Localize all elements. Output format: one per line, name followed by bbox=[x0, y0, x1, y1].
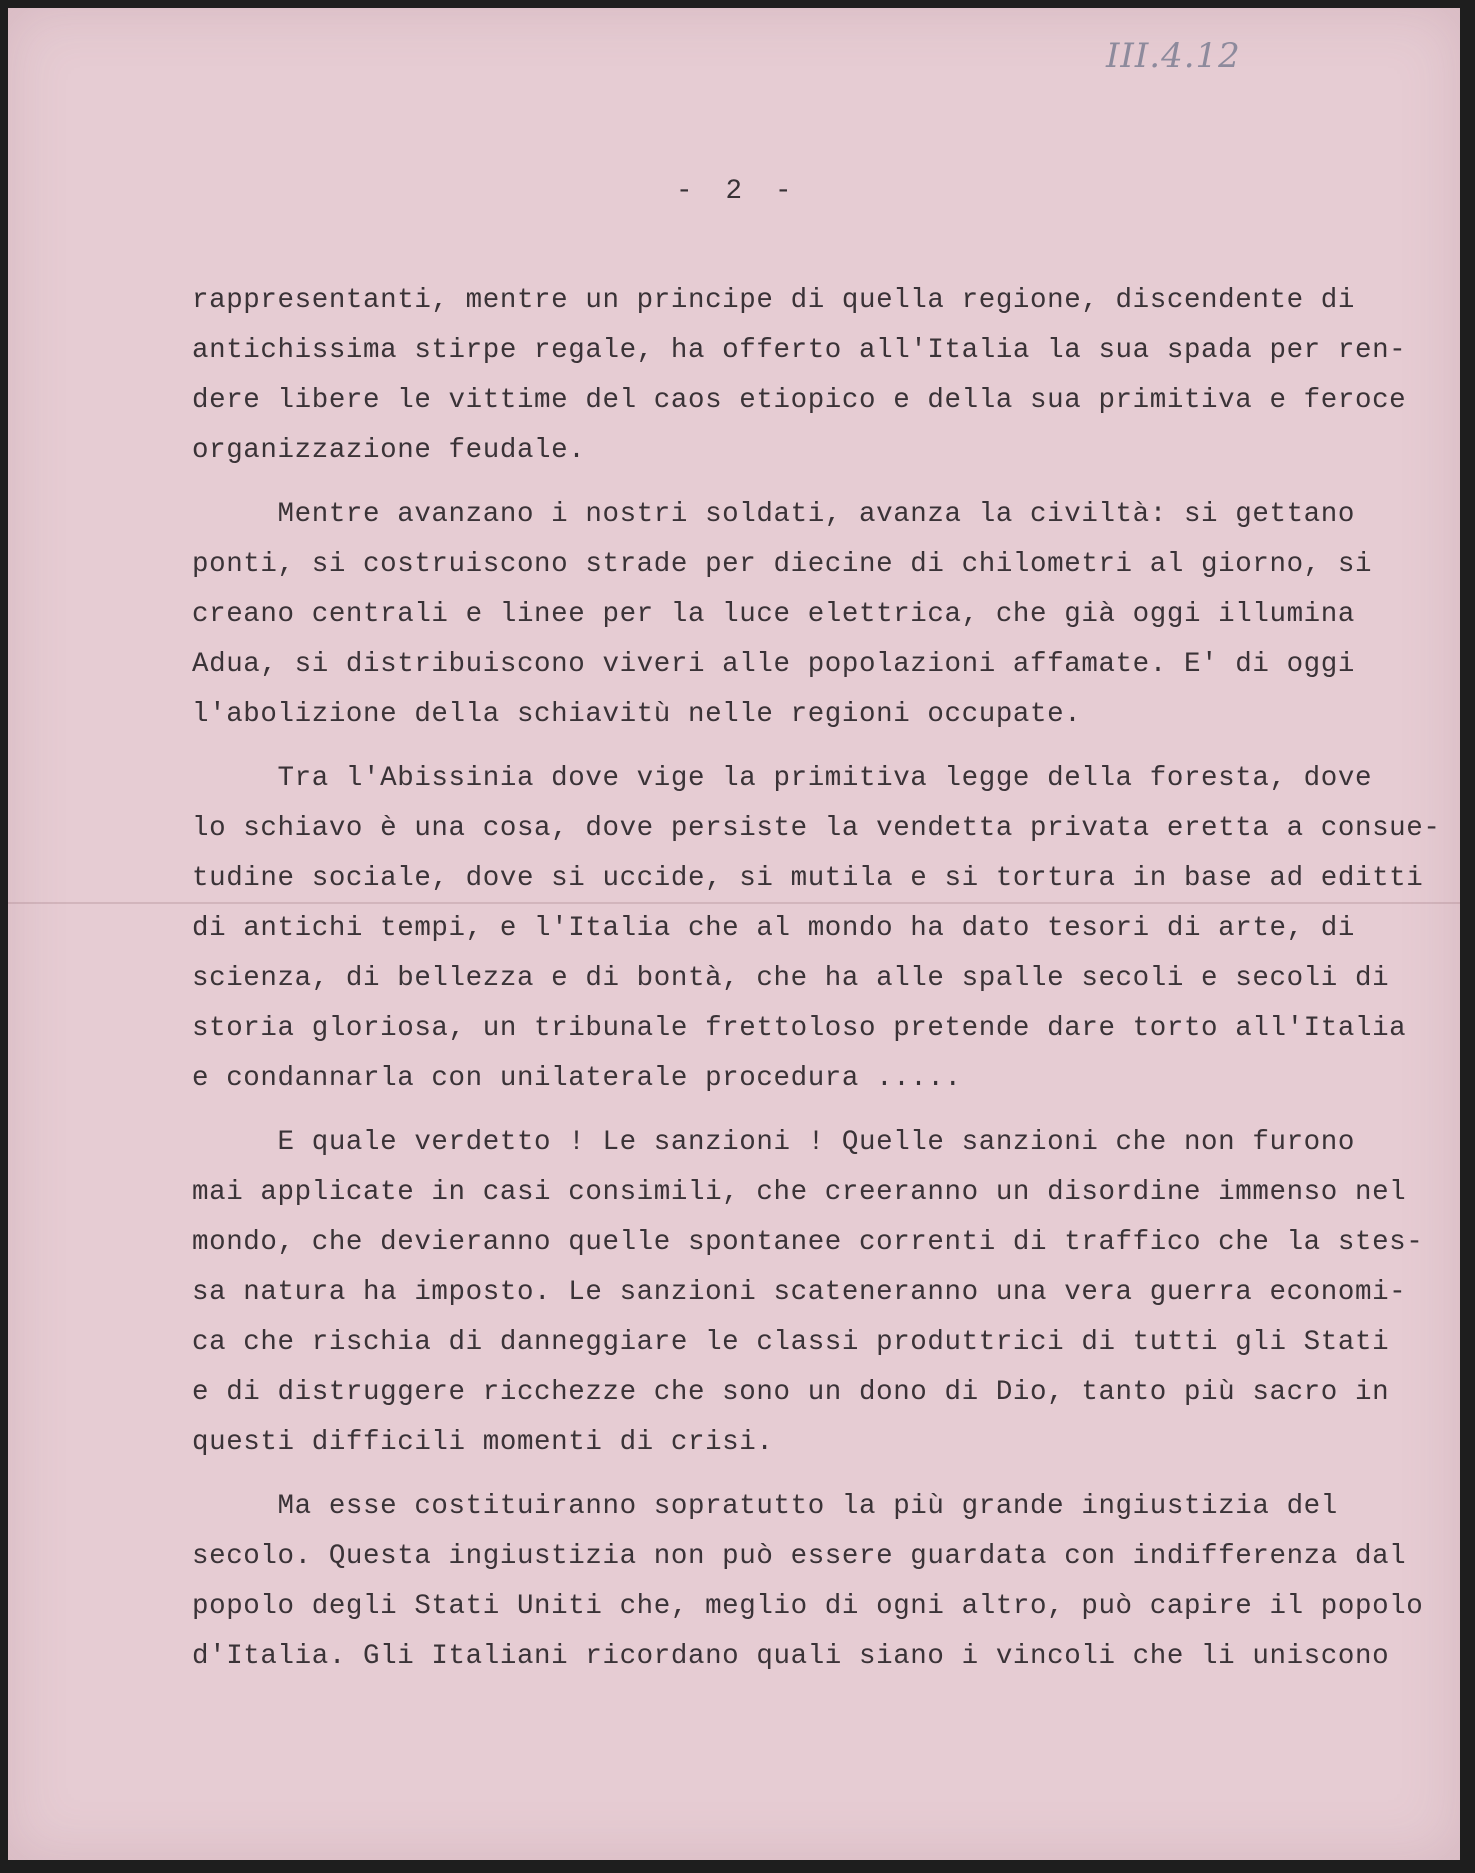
text-line: tudine sociale, dove si uccide, si mutila e si tortura in base ad editti bbox=[192, 863, 1424, 894]
paragraph bbox=[192, 754, 1441, 1104]
text-line: sa natura ha imposto. Le sanzioni scateneranno una vera guerra economi- bbox=[192, 1277, 1407, 1308]
text-line: e di distruggere ricchezze che sono un dono di Dio, tanto più sacro in bbox=[192, 1377, 1390, 1408]
text-line: storia gloriosa, un tribunale frettoloso pretende dare torto all'Italia bbox=[192, 1013, 1407, 1044]
text-line: E quale verdetto ! Le sanzioni ! Quelle sanzioni che non furono bbox=[192, 1127, 1355, 1158]
text-line: ca che rischia di danneggiare le classi produttrici di tutti gli Stati bbox=[192, 1327, 1390, 1358]
text-line: l'abolizione della schiavitù nelle regioni occupate. bbox=[192, 699, 1082, 730]
text-line: creano centrali e linee per la luce elettrica, che già oggi illumina bbox=[192, 599, 1355, 630]
text-line: e condannarla con unilaterale procedura ..... bbox=[192, 1063, 962, 1094]
text-line: antichissima stirpe regale, ha offerto all'Italia la sua spada per ren- bbox=[192, 335, 1407, 366]
text-line: organizzazione feudale. bbox=[192, 435, 586, 466]
text-line: Mentre avanzano i nostri soldati, avanza la civiltà: si gettano bbox=[192, 499, 1355, 530]
text-line: dere libere le vittime del caos etiopico e della sua primitiva e feroce bbox=[192, 385, 1407, 416]
text-line: Adua, si distribuiscono viveri alle popolazioni affamate. E' di oggi bbox=[192, 649, 1355, 680]
text-line: lo schiavo è una cosa, dove persiste la vendetta privata eretta a consue- bbox=[192, 813, 1441, 844]
paragraph bbox=[192, 1118, 1432, 1468]
text-line: ponti, si costruiscono strade per diecine di chilometri al giorno, si bbox=[192, 549, 1373, 580]
text-line: Tra l'Abissinia dove vige la primitiva legge della foresta, dove bbox=[192, 763, 1373, 794]
text-line: Ma esse costituiranno sopratutto la più grande ingiustizia del bbox=[192, 1491, 1338, 1522]
text-line: mai applicate in casi consimili, che creeranno un disordine immenso nel bbox=[192, 1177, 1407, 1208]
paragraph bbox=[192, 490, 1432, 740]
archive-reference-mark: III.4.12 bbox=[1106, 36, 1241, 76]
paragraph bbox=[192, 1482, 1432, 1682]
text-line: d'Italia. Gli Italiani ricordano quali siano i vincoli che li uniscono bbox=[192, 1641, 1390, 1672]
text-line: scienza, di bellezza e di bontà, che ha alle spalle secoli e secoli di bbox=[192, 963, 1390, 994]
document-body bbox=[192, 276, 1441, 1682]
text-line: rappresentanti, mentre un principe di quella regione, discendente di bbox=[192, 285, 1355, 316]
text-line: popolo degli Stati Uniti che, meglio di ogni altro, può capire il popolo bbox=[192, 1591, 1424, 1622]
page-number: - 2 - bbox=[676, 176, 792, 207]
text-line: questi difficili momenti di crisi. bbox=[192, 1427, 774, 1458]
document-page bbox=[8, 8, 1460, 1860]
text-line: di antichi tempi, e l'Italia che al mondo ha dato tesori di arte, di bbox=[192, 913, 1355, 944]
paragraph bbox=[192, 276, 1432, 476]
text-line: secolo. Questa ingiustizia non può essere guardata con indifferenza dal bbox=[192, 1541, 1407, 1572]
text-line: mondo, che devieranno quelle spontanee correnti di traffico che la stes- bbox=[192, 1227, 1424, 1258]
